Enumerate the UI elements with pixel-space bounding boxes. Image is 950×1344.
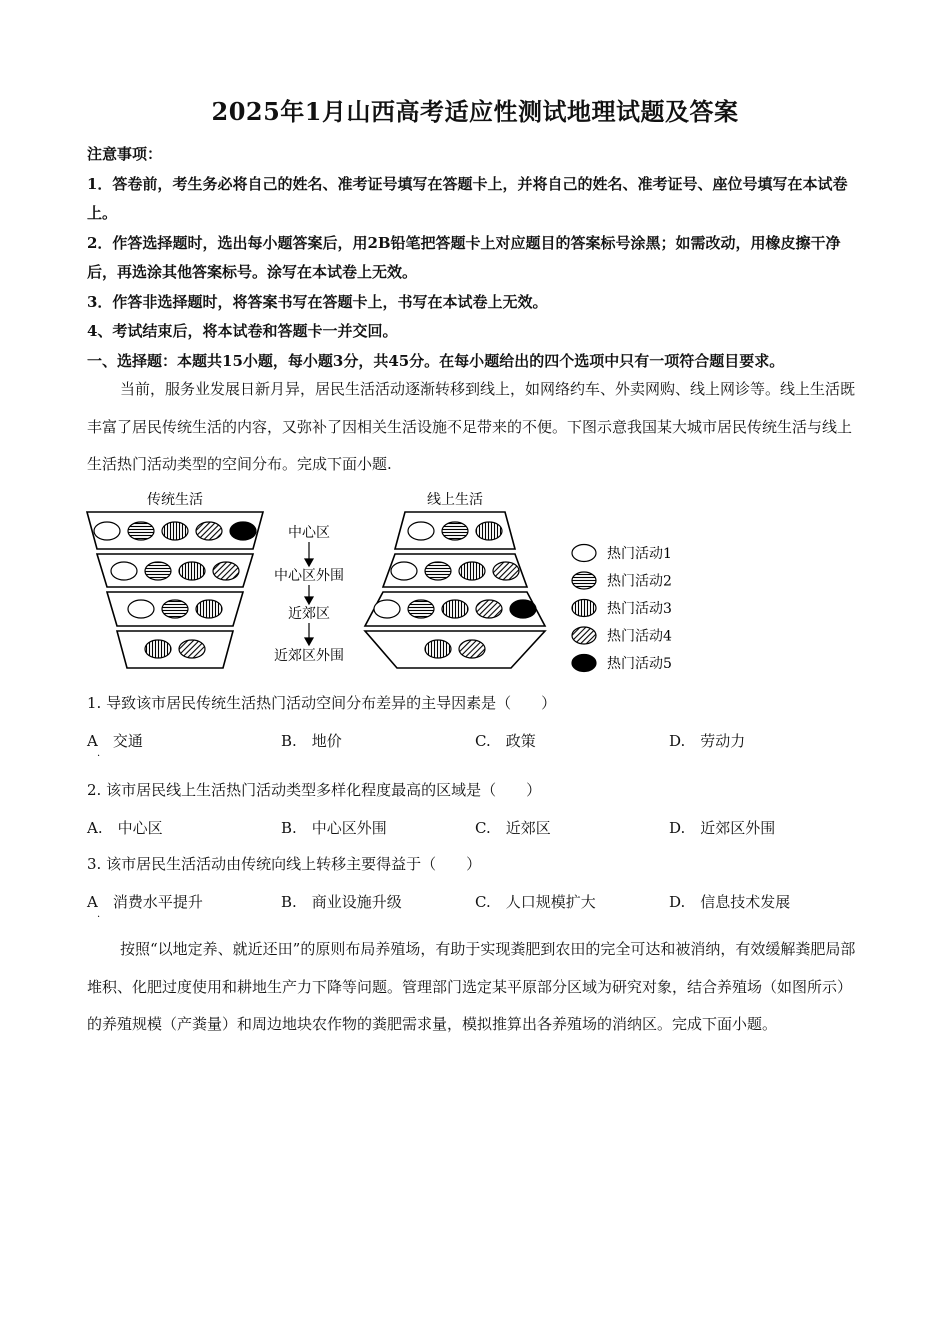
q1-option-c: C. 政策 (475, 732, 536, 750)
q3-option-b: B. 商业设施升级 (281, 893, 402, 911)
notes-heading: 注意事项： (87, 145, 163, 163)
online-activity-1 (374, 600, 400, 618)
online-activity-4 (459, 640, 485, 658)
legend-label: 热门活动2 (607, 573, 672, 590)
exam-notes (87, 140, 867, 376)
activity-distribution-figure (85, 486, 695, 676)
online-activity-3 (425, 640, 451, 658)
passage-1: 当前，服务业发展日新月异，居民生活活动逐渐转移到线上，如网络约车、外卖网购、线上网诊等。线上生活既丰富了居民传统生活的内容，又弥补了因相关生活设施不足带来的不便。下图示意我国某大城市居民传统生活与线上生活热门活动类型的空间分布。完成下面小题. (87, 380, 856, 473)
q1-option-d: D. 劳动力 (669, 732, 746, 750)
question-2: 2. 该市居民线上生活热门活动类型多样化程度最高的区域是（ ） (87, 781, 542, 799)
traditional-title: 传统生活 (147, 492, 203, 508)
q2-option-b: B. 中心区外围 (281, 819, 387, 837)
legend-swatch-2 (572, 572, 596, 589)
traditional-activity-2 (145, 562, 171, 580)
zone-label: 中心区外围 (274, 568, 344, 584)
q1-option-b: B. 地价 (281, 732, 342, 750)
q3-option-c: C. 人口规模扩大 (475, 893, 596, 911)
traditional-activity-1 (128, 600, 154, 618)
passage-2: 按照“以地定养、就近还田”的原则布局养殖场，有助于实现粪肥到农田的完全可达和被消纳，有效缓解粪肥局部堆积、化肥过度使用和耕地生产力下降等问题。管理部门选定某平原部分区域为研究对象，结合养殖场（如图所示）的养殖规模（产粪量）和周边地块农作物的粪肥需求量，模拟推算出各养殖场的消纳区。完成下面小题。 (87, 940, 856, 1033)
traditional-activity-5 (230, 522, 256, 540)
online-activity-3 (476, 522, 502, 540)
dot-mark: · (97, 751, 101, 762)
online-activity-2 (408, 600, 434, 618)
traditional-activity-3 (145, 640, 171, 658)
traditional-activity-2 (162, 600, 188, 618)
legend-label: 热门活动1 (607, 546, 672, 562)
legend-label: 热门活动5 (607, 656, 672, 672)
zone-label: 近郊区外围 (274, 648, 344, 664)
traditional-activity-3 (162, 522, 188, 540)
legend-swatch-1 (572, 545, 596, 562)
q2-option-d: D. 近郊区外围 (669, 819, 776, 837)
traditional-activity-4 (213, 562, 239, 580)
figure-svg (85, 486, 695, 676)
online-activity-1 (408, 522, 434, 540)
question-3: 3. 该市居民生活活动由传统向线上转移主要得益于（ ） (87, 855, 482, 873)
q2-option-a: A. 中心区 (87, 819, 163, 837)
traditional-activity-2 (128, 522, 154, 540)
q3-option-d: D. 信息技术发展 (669, 893, 791, 911)
legend-label: 热门活动3 (607, 601, 672, 617)
online-activity-3 (459, 562, 485, 580)
note-item: 1．答卷前，考生务必将自己的姓名、准考证号填写在答题卡上，并将自己的姓名、准考证号、座位号填写在本试卷上。 (87, 174, 848, 222)
q1-option-a: A 交通 (87, 732, 143, 750)
traditional-activity-3 (179, 562, 205, 580)
online-title: 线上生活 (427, 492, 483, 508)
online-activities (374, 522, 536, 658)
traditional-activity-4 (196, 522, 222, 540)
traditional-activity-1 (111, 562, 137, 580)
question-1: 1. 导致该市居民传统生活热门活动空间分布差异的主导因素是（ ） (87, 694, 557, 712)
page-title: 2025年1月山西高考适应性测试地理试题及答案 (211, 97, 739, 126)
traditional-activity-1 (94, 522, 120, 540)
online-activity-3 (442, 600, 468, 618)
online-activity-2 (425, 562, 451, 580)
traditional-activity-4 (179, 640, 205, 658)
legend (572, 545, 672, 673)
traditional-activity-3 (196, 600, 222, 618)
online-activity-2 (442, 522, 468, 540)
q3-option-a: A 消费水平提升 (87, 893, 203, 911)
legend-swatch-5 (572, 655, 596, 672)
note-item: 4、考试结束后，将本试卷和答题卡一并交回。 (87, 322, 398, 340)
note-item: 3．作答非选择题时，将答案书写在答题卡上，书写在本试卷上无效。 (87, 292, 548, 311)
online-activity-1 (391, 562, 417, 580)
legend-swatch-3 (572, 600, 596, 617)
q2-option-c: C. 近郊区 (475, 819, 551, 837)
online-activity-4 (476, 600, 502, 618)
legend-label: 热门活动4 (607, 628, 672, 645)
online-activity-5 (510, 600, 536, 618)
zone-label: 中心区 (288, 525, 330, 541)
zone-label: 近郊区 (288, 606, 330, 622)
zone-arrows (305, 542, 313, 645)
dot-mark: · (97, 912, 101, 923)
legend-swatch-4 (572, 627, 596, 644)
online-activity-4 (493, 562, 519, 580)
section-heading: 一、选择题：本题共15小题，每小题3分，共45分。在每小题给出的四个选项中只有一项符合题目要求。 (87, 351, 785, 370)
note-item: 2．作答选择题时，选出每小题答案后，用2B铅笔把答题卡上对应题目的答案标号涂黑；如需改动，用橡皮擦干净后，再选涂其他答案标号。涂写在本试卷上无效。 (87, 233, 841, 281)
